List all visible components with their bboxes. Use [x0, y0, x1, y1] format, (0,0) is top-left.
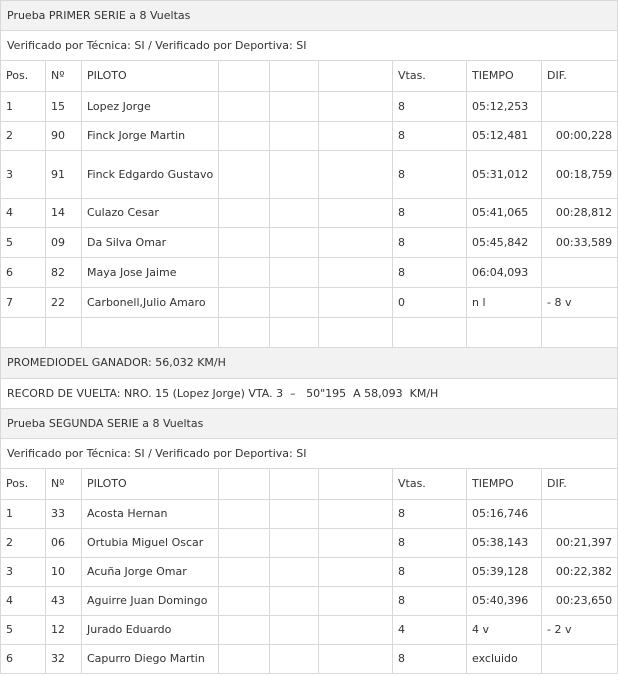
col-header-empty: [219, 61, 270, 92]
table-row: [1, 616, 618, 645]
row-tiempo: 05:31,012: [467, 151, 542, 199]
col-header-vtas: Vtas.: [393, 469, 467, 500]
row-pos: 3: [1, 151, 46, 199]
row-piloto: Acosta Hernan: [82, 500, 219, 529]
row-num: 91: [46, 151, 82, 199]
table-row: [1, 258, 618, 288]
record-vuelta: RECORD DE VUELTA: NRO. 15 (Lopez Jorge) VTA. 3 – 50"195 A 58,093 KM/H: [1, 379, 618, 409]
empty-row: [1, 318, 618, 348]
row-num: 82: [46, 258, 82, 288]
row-tiempo: 05:16,746: [467, 500, 542, 529]
row-piloto: Lopez Jorge: [82, 92, 219, 122]
row-vtas: 8: [393, 258, 467, 288]
row-pos: 1: [1, 92, 46, 122]
row-piloto: Da Silva Omar: [82, 228, 219, 258]
row-tiempo: 05:45,842: [467, 228, 542, 258]
col-header-empty: [319, 61, 393, 92]
row-num: 14: [46, 199, 82, 228]
row-pos: 7: [1, 288, 46, 318]
row-tiempo: 06:04,093: [467, 258, 542, 288]
row-tiempo: 4 v: [467, 616, 542, 645]
row-pos: 6: [1, 645, 46, 674]
col-header-dif: DIF.: [542, 61, 618, 92]
row-vtas: 8: [393, 199, 467, 228]
row-vtas: 8: [393, 122, 467, 151]
row-dif: 00:23,650: [542, 587, 618, 616]
col-header-tiempo: TIEMPO: [467, 61, 542, 92]
row-pos: 4: [1, 587, 46, 616]
row-num: 43: [46, 587, 82, 616]
row-vtas: 8: [393, 558, 467, 587]
serie1-title: Prueba PRIMER SERIE a 8 Vueltas: [1, 1, 618, 31]
row-vtas: 8: [393, 529, 467, 558]
row-piloto: Carbonell,Julio Amaro: [82, 288, 219, 318]
row-num: 10: [46, 558, 82, 587]
row-piloto: Acuña Jorge Omar: [82, 558, 219, 587]
row-dif: [542, 258, 618, 288]
row-dif: [542, 645, 618, 674]
row-vtas: 8: [393, 645, 467, 674]
row-pos: 6: [1, 258, 46, 288]
table-row: [1, 151, 618, 199]
serie1-verified: Verificado por Técnica: SI / Verificado por Deportiva: SI: [1, 31, 618, 61]
row-tiempo: 05:38,143: [467, 529, 542, 558]
col-header-empty: [270, 61, 319, 92]
row-vtas: 8: [393, 500, 467, 529]
row-vtas: 0: [393, 288, 467, 318]
col-header-tiempo: TIEMPO: [467, 469, 542, 500]
serie2-header-row: [1, 469, 618, 500]
row-num: 33: [46, 500, 82, 529]
row-num: 12: [46, 616, 82, 645]
row-tiempo: 05:39,128: [467, 558, 542, 587]
col-header-vtas: Vtas.: [393, 61, 467, 92]
serie1-verified-row: [1, 31, 618, 61]
row-piloto: Maya Jose Jaime: [82, 258, 219, 288]
row-num: 06: [46, 529, 82, 558]
serie2-verified-row: [1, 439, 618, 469]
row-pos: 3: [1, 558, 46, 587]
row-piloto: Aguirre Juan Domingo: [82, 587, 219, 616]
row-dif: 00:28,812: [542, 199, 618, 228]
serie1-header-row: [1, 61, 618, 92]
col-header-empty: [270, 469, 319, 500]
row-tiempo: 05:12,481: [467, 122, 542, 151]
serie2-title: Prueba SEGUNDA SERIE a 8 Vueltas: [1, 409, 618, 439]
table-row: [1, 529, 618, 558]
table-row: [1, 587, 618, 616]
row-num: 09: [46, 228, 82, 258]
row-pos: 1: [1, 500, 46, 529]
row-pos: 5: [1, 228, 46, 258]
col-header-num: Nº: [46, 469, 82, 500]
col-header-num: Nº: [46, 61, 82, 92]
table-row: [1, 199, 618, 228]
row-piloto: Finck Edgardo Gustavo: [82, 151, 219, 199]
table-row: [1, 558, 618, 587]
col-header-dif: DIF.: [542, 469, 618, 500]
row-num: 90: [46, 122, 82, 151]
promedio-row: [1, 348, 618, 379]
row-dif: [542, 500, 618, 529]
serie1-title-row: [1, 1, 618, 31]
row-num: 32: [46, 645, 82, 674]
row-tiempo: n l: [467, 288, 542, 318]
row-vtas: 8: [393, 228, 467, 258]
col-header-empty: [219, 469, 270, 500]
row-vtas: 8: [393, 587, 467, 616]
row-piloto: Capurro Diego Martin: [82, 645, 219, 674]
col-header-empty: [319, 469, 393, 500]
row-dif: 00:33,589: [542, 228, 618, 258]
row-tiempo: 05:41,065: [467, 199, 542, 228]
row-dif: 00:22,382: [542, 558, 618, 587]
row-pos: 4: [1, 199, 46, 228]
table-row: [1, 122, 618, 151]
row-dif: 00:21,397: [542, 529, 618, 558]
row-piloto: Jurado Eduardo: [82, 616, 219, 645]
row-tiempo: 05:40,396: [467, 587, 542, 616]
row-dif: - 2 v: [542, 616, 618, 645]
row-piloto: Ortubia Miguel Oscar: [82, 529, 219, 558]
row-pos: 2: [1, 122, 46, 151]
row-piloto: Culazo Cesar: [82, 199, 219, 228]
row-dif: - 8 v: [542, 288, 618, 318]
table-row: [1, 288, 618, 318]
table-row: [1, 228, 618, 258]
col-header-piloto: PILOTO: [82, 469, 219, 500]
table-row: [1, 500, 618, 529]
row-dif: 00:18,759: [542, 151, 618, 199]
row-num: 15: [46, 92, 82, 122]
row-tiempo: 05:12,253: [467, 92, 542, 122]
row-dif: 00:00,228: [542, 122, 618, 151]
serie2-title-row: [1, 409, 618, 439]
col-header-pos: Pos.: [1, 469, 46, 500]
row-vtas: 8: [393, 151, 467, 199]
serie2-verified: Verificado por Técnica: SI / Verificado por Deportiva: SI: [1, 439, 618, 469]
table-row: [1, 92, 618, 122]
record-row: [1, 379, 618, 409]
row-pos: 2: [1, 529, 46, 558]
row-pos: 5: [1, 616, 46, 645]
promedio-ganador: PROMEDIODEL GANADOR: 56,032 KM/H: [1, 348, 618, 379]
row-tiempo: excluido: [467, 645, 542, 674]
row-dif: [542, 92, 618, 122]
row-piloto: Finck Jorge Martin: [82, 122, 219, 151]
col-header-pos: Pos.: [1, 61, 46, 92]
col-header-piloto: PILOTO: [82, 61, 219, 92]
table-row: [1, 645, 618, 674]
row-num: 22: [46, 288, 82, 318]
row-vtas: 4: [393, 616, 467, 645]
row-vtas: 8: [393, 92, 467, 122]
